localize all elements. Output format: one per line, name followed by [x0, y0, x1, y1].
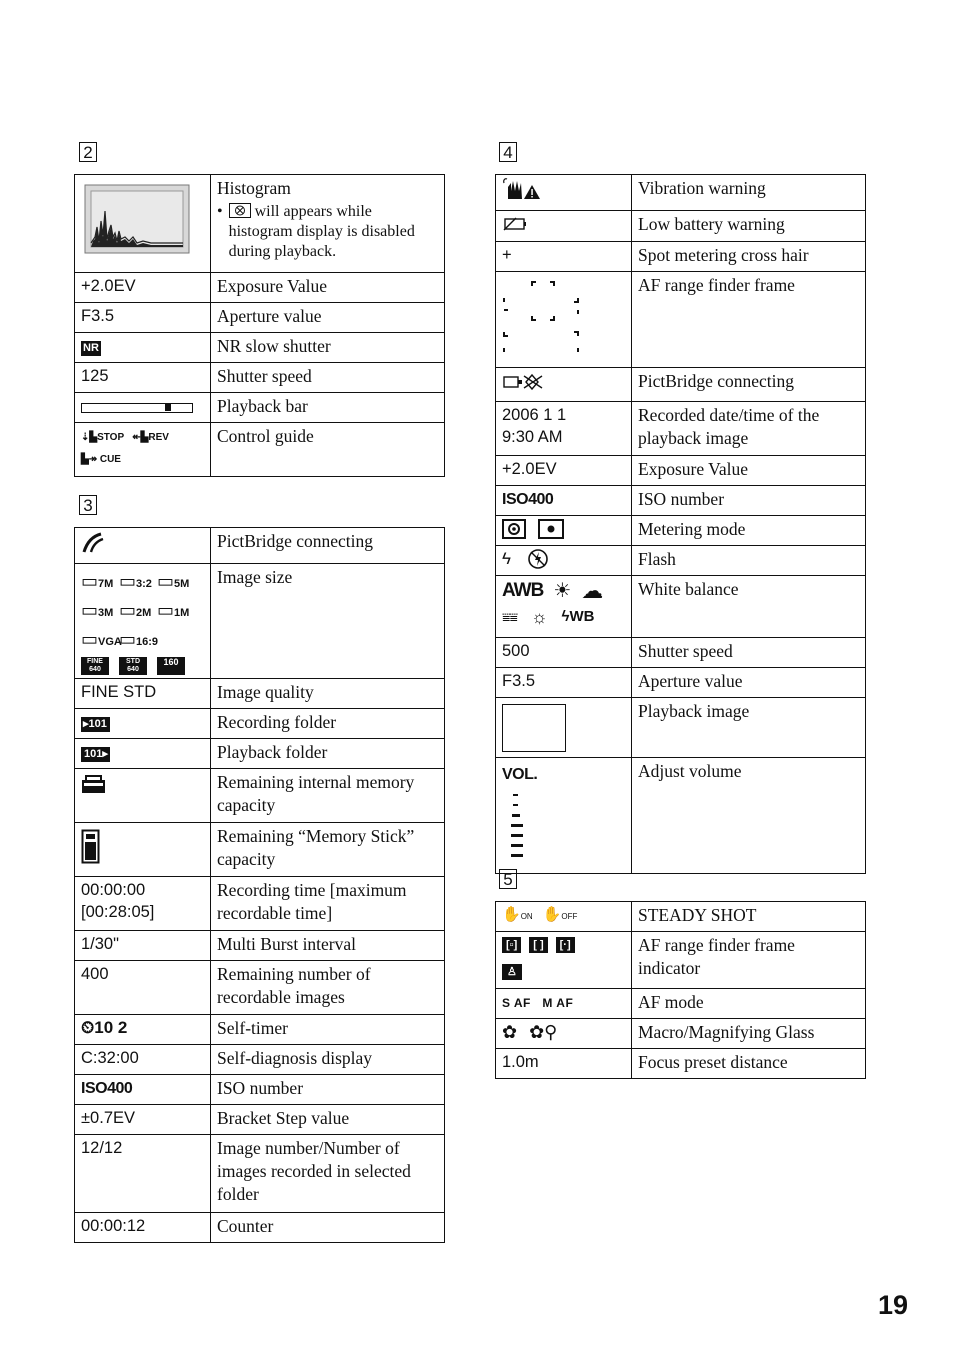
- table-row: [496, 989, 866, 1019]
- histogram-icon: [81, 181, 191, 257]
- table-row: [496, 638, 866, 668]
- table-row: [75, 423, 445, 477]
- flash-off-icon: [527, 548, 549, 570]
- symbol-cell: [496, 211, 632, 242]
- table-row: [75, 1105, 445, 1135]
- table-row: [496, 402, 866, 456]
- table-row: [75, 877, 445, 931]
- multi-af-icon: [▫]: [502, 937, 521, 953]
- table-row: [496, 368, 866, 402]
- desc-cell: Control guide: [211, 423, 445, 477]
- desc-cell: AF mode: [632, 989, 866, 1019]
- fluorescent-icon: ⩸⩸: [502, 609, 518, 625]
- histogram-label: Histogram: [217, 178, 291, 198]
- desc-cell: STEADY SHOT: [632, 902, 866, 932]
- symbol-cell: [496, 932, 632, 989]
- symbol-cell: 400: [75, 961, 211, 1015]
- table-row: [75, 175, 445, 273]
- size-160-icon: 160: [157, 657, 185, 675]
- desc-cell: Adjust volume: [632, 758, 866, 874]
- af-mode-icon: S AF M AF: [502, 996, 574, 1010]
- symbol-cell: F3.5: [75, 303, 211, 333]
- desc-cell: PictBridge connecting: [211, 528, 445, 564]
- histogram-disabled-icon: [229, 203, 251, 218]
- af-range-finder-frame-icon: [502, 278, 584, 358]
- symbol-cell: [75, 333, 211, 363]
- symbol-cell: [75, 769, 211, 823]
- symbol-cell: [75, 528, 211, 564]
- desc-cell: Exposure Value: [632, 456, 866, 486]
- symbol-cell: 1/30": [75, 931, 211, 961]
- table-row: [496, 698, 866, 758]
- desc-cell: Shutter speed: [632, 638, 866, 668]
- steady-shot-off-icon: ✋OFF: [542, 906, 578, 923]
- table-row: [75, 1045, 445, 1075]
- symbol-cell: [496, 989, 632, 1019]
- table-row: [496, 456, 866, 486]
- desc-cell: ISO number: [211, 1075, 445, 1105]
- symbol-cell: 1.0m: [496, 1049, 632, 1079]
- symbol-cell: F3.5: [496, 668, 632, 698]
- symbol-cell: [496, 175, 632, 211]
- guide-rev: REV: [148, 432, 169, 443]
- table-row: [496, 272, 866, 368]
- symbol-cell: +2.0EV: [496, 456, 632, 486]
- desc-cell: Playback bar: [211, 393, 445, 423]
- section-2-table: [74, 174, 445, 477]
- table-row: [496, 902, 866, 932]
- table-row: [75, 1135, 445, 1213]
- desc-cell: Macro/Magnifying Glass: [632, 1019, 866, 1049]
- rev-guide-icon: ↞▙: [132, 432, 149, 443]
- image-size-2m-icon: ▭2M: [119, 600, 152, 620]
- nr-icon: NR: [83, 342, 99, 354]
- image-size-symbols: [75, 564, 211, 679]
- desc-cell: Self-timer: [211, 1015, 445, 1045]
- desc-cell: Metering mode: [632, 516, 866, 546]
- section-3-label: 3: [79, 495, 97, 515]
- flash-wb-icon: ϟWB: [561, 608, 595, 625]
- table-row: [496, 516, 866, 546]
- table-row: [496, 758, 866, 874]
- symbol-cell: +: [496, 242, 632, 272]
- desc-cell: PictBridge connecting: [632, 368, 866, 402]
- table-row: [75, 333, 445, 363]
- desc-cell: Bracket Step value: [211, 1105, 445, 1135]
- macro-icon: ✿: [502, 1022, 518, 1042]
- desc-cell: Self-diagnosis display: [211, 1045, 445, 1075]
- internal-memory-icon: [81, 775, 107, 795]
- magnifying-glass-icon: ✿⚲: [529, 1022, 558, 1042]
- desc-cell: Exposure Value: [211, 273, 445, 303]
- table-row: [496, 242, 866, 272]
- recording-folder-icon: ▸101: [81, 717, 110, 732]
- table-row: [496, 1019, 866, 1049]
- symbol-cell: [496, 758, 632, 874]
- section-3-table: [74, 527, 445, 1243]
- symbol-cell: [75, 823, 211, 877]
- guide-cue: CUE: [99, 454, 121, 465]
- desc-cell: Image quality: [211, 679, 445, 709]
- image-size-16-9-icon: ▭16:9: [119, 629, 159, 649]
- face-af-icon: ♙: [502, 964, 522, 980]
- symbol-cell: [496, 546, 632, 576]
- section-5-label: 5: [499, 869, 517, 889]
- table-row: [75, 393, 445, 423]
- desc-cell: Playback image: [632, 698, 866, 758]
- desc-cell: Playback folder: [211, 739, 445, 769]
- image-size-3m-icon: ▭3M: [81, 600, 114, 620]
- cloudy-icon: ☁: [581, 578, 604, 603]
- symbol-cell: [75, 1015, 211, 1045]
- table-row: [75, 709, 445, 739]
- desc-cell: NR slow shutter: [211, 333, 445, 363]
- symbol-cell: 00:00:00 [00:28:05]: [75, 877, 211, 931]
- table-row: [75, 739, 445, 769]
- desc-cell: Spot metering cross hair: [632, 242, 866, 272]
- table-row: [496, 546, 866, 576]
- desc-cell: Recording time [maximum recordable time]: [211, 877, 445, 931]
- desc-cell: ISO number: [632, 486, 866, 516]
- image-size-3-2-icon: ▭3:2: [119, 571, 152, 591]
- table-row: [75, 1213, 445, 1243]
- symbol-cell: [75, 393, 211, 423]
- iso-icon: ISO400: [81, 1080, 133, 1097]
- volume-label: VOL.: [502, 766, 538, 783]
- table-row: [75, 564, 445, 679]
- std-640-icon: STD 640: [119, 657, 147, 675]
- desc-cell: Image number/Number of images recorded in selected folder: [211, 1135, 445, 1213]
- symbol-cell: [496, 516, 632, 546]
- symbol-cell: 00:00:12: [75, 1213, 211, 1243]
- spot-metering-icon: [538, 519, 564, 539]
- volume-level-icon: [502, 788, 532, 864]
- section-4-table: [495, 174, 866, 874]
- playback-bar: [81, 403, 193, 413]
- cue-guide-icon: ▙↠: [81, 454, 98, 465]
- playback-image-frame: [502, 704, 566, 752]
- desc-cell: AF range finder frame: [632, 272, 866, 368]
- symbol-cell: [496, 272, 632, 368]
- multi-metering-icon: [502, 519, 526, 539]
- table-row: [75, 931, 445, 961]
- image-size-vga-icon: ▭VGA: [81, 629, 122, 649]
- pictbridge-connecting-icon: [502, 372, 546, 392]
- guide-stop: STOP: [97, 432, 124, 443]
- pictbridge-icon: [81, 532, 105, 554]
- symbol-cell: 500: [496, 638, 632, 668]
- table-row: [75, 1075, 445, 1105]
- desc-cell: AF range finder frame indicator: [632, 932, 866, 989]
- center-af-icon: [ ]: [529, 937, 547, 953]
- symbol-cell: [496, 486, 632, 516]
- symbol-cell: [75, 739, 211, 769]
- daylight-icon: ☀: [553, 580, 572, 602]
- table-row: [75, 363, 445, 393]
- stop-guide-icon: ⇣▙: [81, 432, 98, 443]
- table-row: [75, 679, 445, 709]
- iso-icon: ISO400: [502, 491, 554, 508]
- memory-stick-icon: [81, 829, 101, 865]
- control-guide-symbol: [75, 423, 211, 477]
- desc-cell: Multi Burst interval: [211, 931, 445, 961]
- table-row: [496, 175, 866, 211]
- symbol-cell: C:32:00: [75, 1045, 211, 1075]
- desc-cell: Shutter speed: [211, 363, 445, 393]
- table-row: [496, 576, 866, 638]
- desc-cell: Flash: [632, 546, 866, 576]
- desc-cell: Remaining number of recordable images: [211, 961, 445, 1015]
- fine-640-icon: FINE 640: [81, 657, 109, 675]
- symbol-cell: [496, 1019, 632, 1049]
- desc-cell: Recorded date/time of the playback image: [632, 402, 866, 456]
- histogram-note: • will appears while histogram display is disabled during playback.: [217, 203, 415, 260]
- histogram-symbol: [75, 175, 211, 273]
- symbol-cell: [496, 698, 632, 758]
- symbol-cell: [75, 709, 211, 739]
- low-battery-icon: [502, 216, 528, 232]
- playback-bar-knob: [165, 403, 171, 411]
- awb-icon: AWB: [502, 580, 544, 601]
- image-size-5m-icon: ▭5M: [157, 571, 190, 591]
- symbol-cell: 12/12: [75, 1135, 211, 1213]
- desc-cell: Remaining internal memory capacity: [211, 769, 445, 823]
- histogram-note-text: will appears while histogram display is disabled during playback.: [228, 203, 415, 260]
- symbol-cell: FINE STD: [75, 679, 211, 709]
- table-row: [496, 932, 866, 989]
- desc-cell: Low battery warning: [632, 211, 866, 242]
- section-5-table: [495, 901, 866, 1079]
- symbol-cell: [496, 368, 632, 402]
- table-row: [75, 303, 445, 333]
- table-row: [75, 1015, 445, 1045]
- steady-shot-on-icon: ✋ON: [502, 906, 533, 923]
- table-row: [75, 273, 445, 303]
- table-row: [75, 528, 445, 564]
- symbol-cell: [75, 1075, 211, 1105]
- desc-cell: White balance: [632, 576, 866, 638]
- desc-cell: Image size: [211, 564, 445, 679]
- section-2-label: 2: [79, 142, 97, 162]
- table-row: [496, 668, 866, 698]
- desc-cell: Vibration warning: [632, 175, 866, 211]
- symbol-cell: [496, 902, 632, 932]
- image-size-1m-icon: ▭1M: [157, 600, 190, 620]
- spot-af-icon: [·]: [556, 937, 575, 953]
- page-number: 19: [877, 1290, 908, 1320]
- desc-cell: Counter: [211, 1213, 445, 1243]
- flash-icon: ϟ: [502, 549, 511, 568]
- symbol-cell: 2006 1 1 9:30 AM: [496, 402, 632, 456]
- playback-folder-icon: 101▸: [81, 747, 110, 762]
- table-row: [496, 211, 866, 242]
- table-row: [496, 486, 866, 516]
- symbol-cell: 125: [75, 363, 211, 393]
- image-size-7m-icon: ▭7M: [81, 571, 114, 591]
- symbol-cell: ±0.7EV: [75, 1105, 211, 1135]
- table-row: [75, 961, 445, 1015]
- desc-cell: Focus preset distance: [632, 1049, 866, 1079]
- vibration-warning-icon: [502, 177, 542, 201]
- section-4-label: 4: [499, 142, 517, 162]
- desc-cell: Aperture value: [211, 303, 445, 333]
- desc-cell: Recording folder: [211, 709, 445, 739]
- table-row: [496, 1049, 866, 1079]
- symbol-cell: [496, 576, 632, 638]
- desc-cell: Aperture value: [632, 668, 866, 698]
- self-timer-icon: ⏲10 2: [81, 1018, 128, 1037]
- desc-cell: Remaining “Memory Stick” capacity: [211, 823, 445, 877]
- table-row: [75, 823, 445, 877]
- table-row: [75, 769, 445, 823]
- symbol-cell: +2.0EV: [75, 273, 211, 303]
- incandescent-icon: ☼: [531, 607, 548, 627]
